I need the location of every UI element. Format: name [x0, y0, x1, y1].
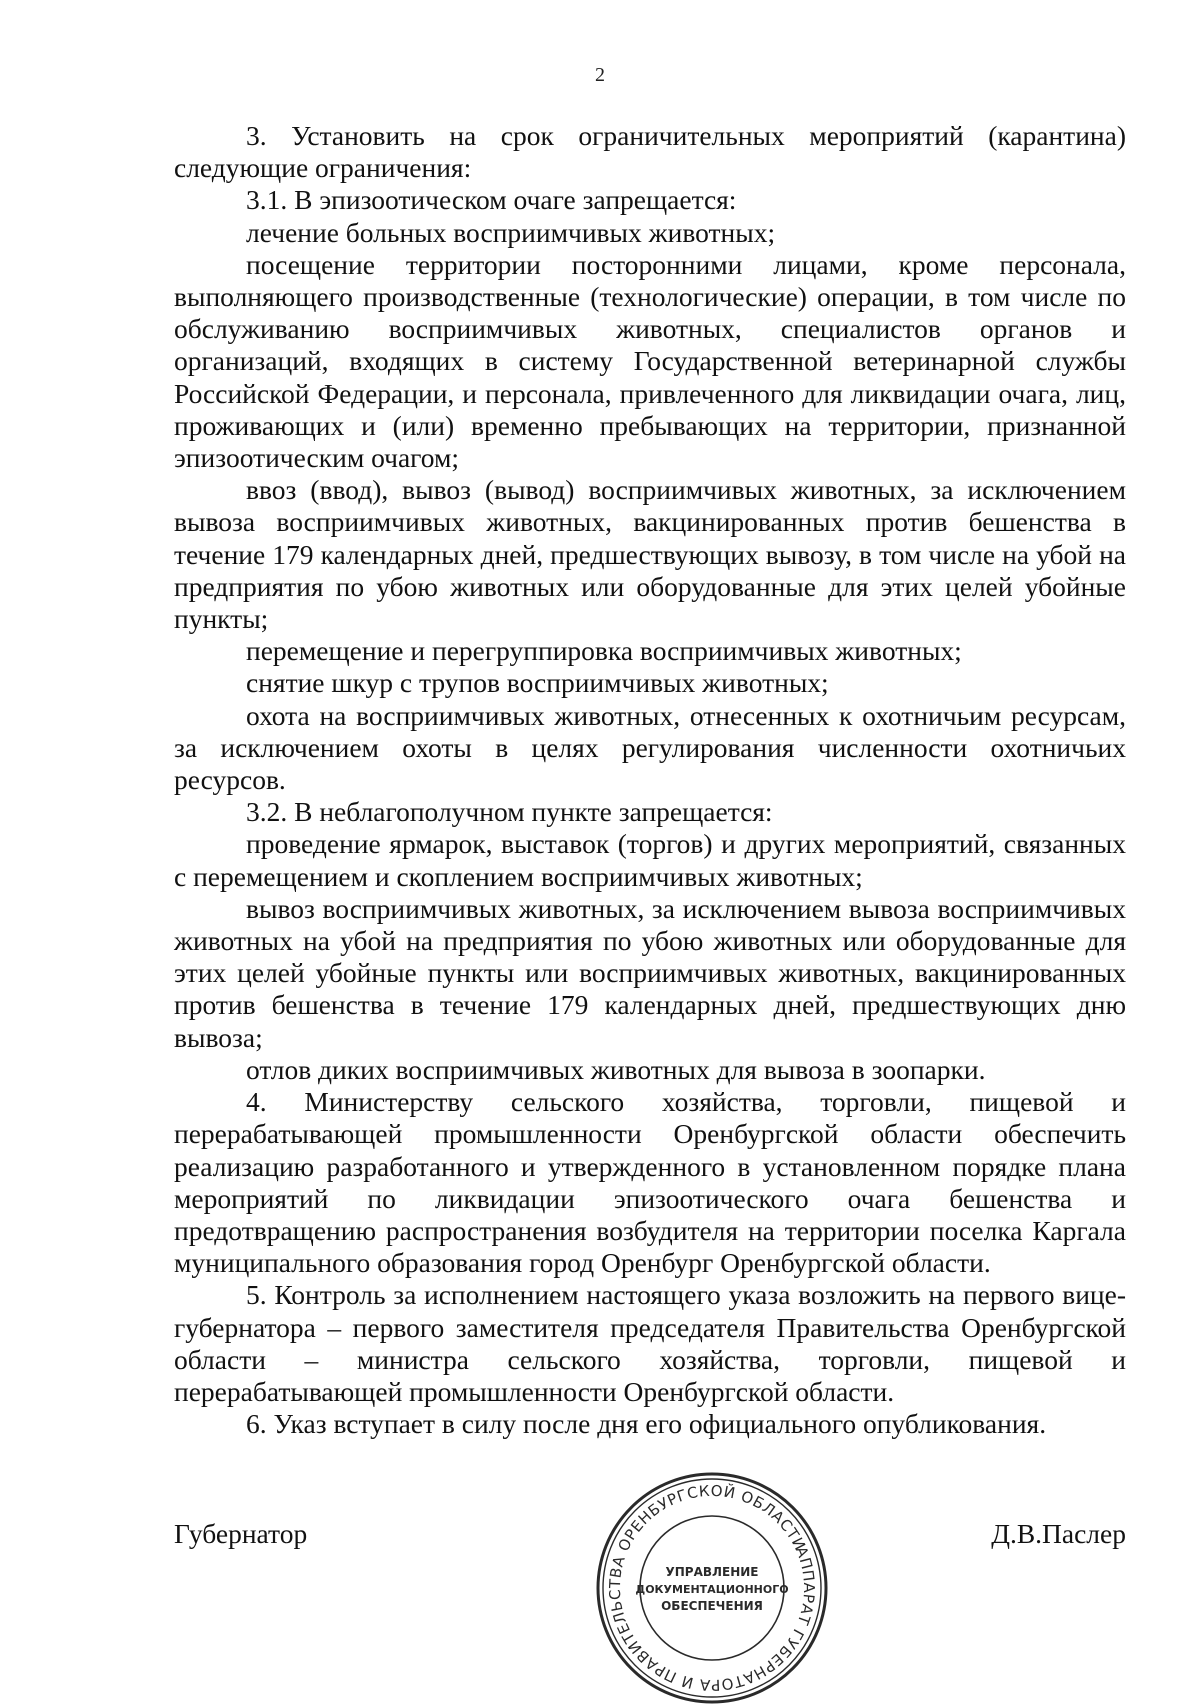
- paragraph: 3. Установить на срок ограничительных мероприятий (карантина) следующие ограничения:: [174, 120, 1126, 184]
- signatory-title: Губернатор: [174, 1518, 308, 1549]
- seal-ring-text: АППАРАТ ГУБЕРНАТОРА И ПРАВИТЕЛЬСТВА ОРЕНБУРГСКОЙ ОБЛАСТИ: [605, 1481, 819, 1695]
- page-number: 2: [595, 64, 605, 86]
- paragraph: охота на восприимчивых животных, отнесенных к охотничьим ресурсам, за исключением охоты в целях регулирования численности охотничьих ресурсов.: [174, 699, 1126, 796]
- paragraph: 6. Указ вступает в силу после дня его официального опубликования.: [246, 1408, 1047, 1440]
- paragraph: 3.1. В эпизоотическом очаге запрещается:: [246, 184, 737, 216]
- seal-line: УПРАВЛЕНИЕ: [665, 1565, 759, 1579]
- paragraph: ввоз (ввод), вывоз (вывод) восприимчивых животных, за исключением вывоза восприимчивых животных, вакцинированных против бешенства в течение 179 календарных дней, предшествующих вывозу, в том числе на убой на предприятия по убою животных или оборудованные для этих целей убойные пункты;: [174, 474, 1126, 635]
- official-seal-stamp: [592, 1468, 832, 1708]
- paragraph: вывоз восприимчивых животных, за исключением вывоза восприимчивых животных на убой на предприятия по убою животных или оборудованные для этих целей убойные пункты или восприимчивых животных, вакцинированных против бешенства в течение 179 календарных дней, предшествующих дню вывоза;: [174, 892, 1126, 1053]
- seal-line: ОБЕСПЕЧЕНИЯ: [661, 1599, 763, 1613]
- paragraph: 5. Контроль за исполнением настоящего указа возложить на первого вице-губернатора – первого заместителя председателя Правительства Оренбургской области – министра сельского хозяйства, торговли, пищевой и перерабатывающей промышленности Оренбургской области.: [174, 1279, 1126, 1407]
- paragraph: 4. Министерству сельского хозяйства, торговли, пищевой и перерабатывающей промышленности Оренбургской области обеспечить реализацию разработанного и утвержденного в установленном порядке плана мероприятий по ликвидации эпизоотического очага бешенства и предотвращению распространения возбудителя на территории поселка Каргала муниципального образования город Оренбург Оренбургской области.: [174, 1086, 1126, 1279]
- paragraph: снятие шкур с трупов восприимчивых животных;: [246, 667, 829, 699]
- paragraph: 3.2. В неблагополучном пункте запрещается:: [246, 796, 773, 828]
- paragraph: посещение территории посторонними лицами, кроме персонала, выполняющего производственные (технологические) операции, в том числе по обслуживанию восприимчивых животных, специалистов органов и организаций, входящих в систему Государственной ветеринарной службы Российской Федерации, и персонала, привлеченного для ликвидации очага, лиц, проживающих и (или) временно пребывающих на территории, признанной эпизоотическим очагом;: [174, 248, 1126, 474]
- paragraph: перемещение и перегруппировка восприимчивых животных;: [246, 635, 962, 667]
- seal-line: ДОКУМЕНТАЦИОННОГО: [635, 1583, 789, 1596]
- seal-graphic: [592, 1468, 832, 1708]
- paragraph: лечение больных восприимчивых животных;: [246, 216, 776, 248]
- paragraph: проведение ярмарок, выставок (торгов) и других мероприятий, связанных с перемещением и скоплением восприимчивых животных;: [174, 828, 1126, 892]
- paragraph: отлов диких восприимчивых животных для вывоза в зоопарки.: [246, 1053, 986, 1085]
- decree-body: [174, 120, 1126, 1440]
- signatory-name: Д.В.Паслер: [991, 1518, 1126, 1549]
